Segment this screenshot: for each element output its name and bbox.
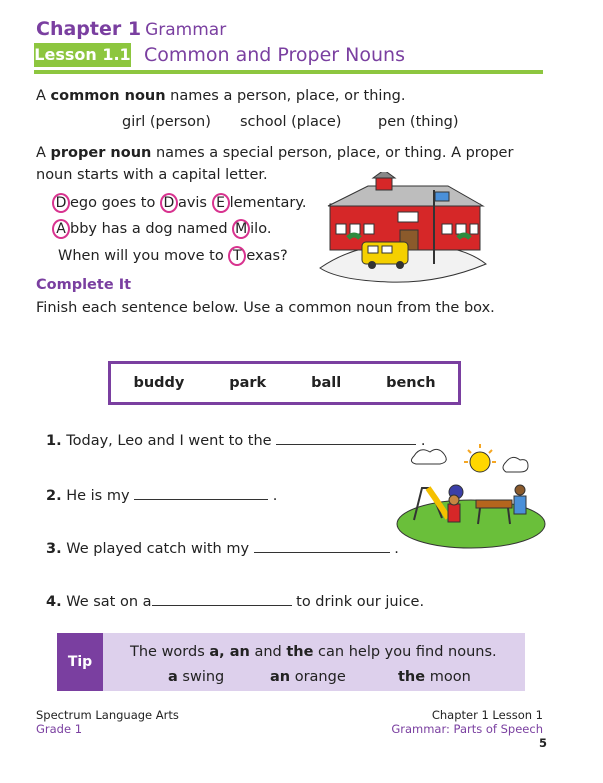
page-number: 5 [538, 736, 547, 750]
tip-example-1: a swing [168, 669, 225, 685]
word-box-item: ball [311, 375, 342, 391]
tip-example-3: the moon [398, 669, 471, 685]
common-example-thing: pen (thing) [378, 114, 459, 130]
footer-grade: Grade 1 [36, 722, 83, 736]
common-example-person: girl (person) [122, 114, 211, 130]
chapter-topic: Grammar [145, 20, 227, 40]
lesson-title: Common and Proper Nouns [144, 44, 405, 66]
word-box-item: bench [386, 375, 436, 391]
capital-circle: D [160, 193, 178, 213]
exercise-item-4: 4. We sat on a to drink our juice. [46, 591, 424, 610]
header-rule [34, 70, 543, 74]
tip-label: Tip [57, 633, 103, 691]
proper-example-2: A bby has a dog named M ilo. [52, 219, 271, 239]
common-example-place: school (place) [240, 114, 342, 130]
complete-it-title: Complete It [36, 277, 132, 293]
proper-example-3: When will you move to T exas? [58, 248, 288, 264]
exercise-item-2: 2. He is my . [46, 485, 277, 504]
chapter-label: Chapter 1 [36, 18, 142, 40]
word-box-item: buddy [133, 375, 185, 391]
complete-it-instructions: Finish each sentence below. Use a common noun from the box. [36, 300, 495, 316]
lesson-tag: Lesson 1.1 [34, 43, 131, 67]
chapter-heading [36, 18, 226, 40]
park-illustration [396, 440, 546, 550]
proper-noun-definition-line2: noun starts with a capital letter. [36, 167, 268, 183]
capital-circle: D [52, 193, 70, 213]
common-noun-term: common noun [50, 88, 166, 104]
exercise-item-3: 3. We played catch with my . [46, 538, 399, 557]
proper-noun-term: proper noun [50, 145, 152, 161]
word-box-item: park [229, 375, 267, 391]
footer-chapter-lesson: Chapter 1 Lesson 1 [431, 708, 543, 722]
footer-topic: Grammar: Parts of Speech [391, 722, 543, 736]
footer-series: Spectrum Language Arts [36, 708, 179, 722]
capital-circle: T [228, 246, 246, 266]
school-illustration [318, 172, 488, 284]
answer-blank[interactable] [152, 591, 292, 606]
proper-example-1: D ego goes to D avis E lementary. [52, 193, 306, 213]
capital-circle: A [52, 219, 70, 239]
answer-blank[interactable] [134, 485, 268, 500]
tip-text: The words a, an and the can help you find nouns. [130, 644, 497, 660]
word-box [108, 361, 461, 405]
answer-blank[interactable] [254, 538, 390, 553]
tip-example-2: an orange [270, 669, 346, 685]
capital-circle: M [232, 219, 250, 239]
proper-noun-definition: A proper noun names a special person, place, or thing. A proper [36, 145, 514, 161]
capital-circle: E [212, 193, 230, 213]
common-noun-definition: A common noun names a person, place, or thing. [36, 88, 406, 104]
exercise-item-1: 1. Today, Leo and I went to the . [46, 430, 425, 449]
